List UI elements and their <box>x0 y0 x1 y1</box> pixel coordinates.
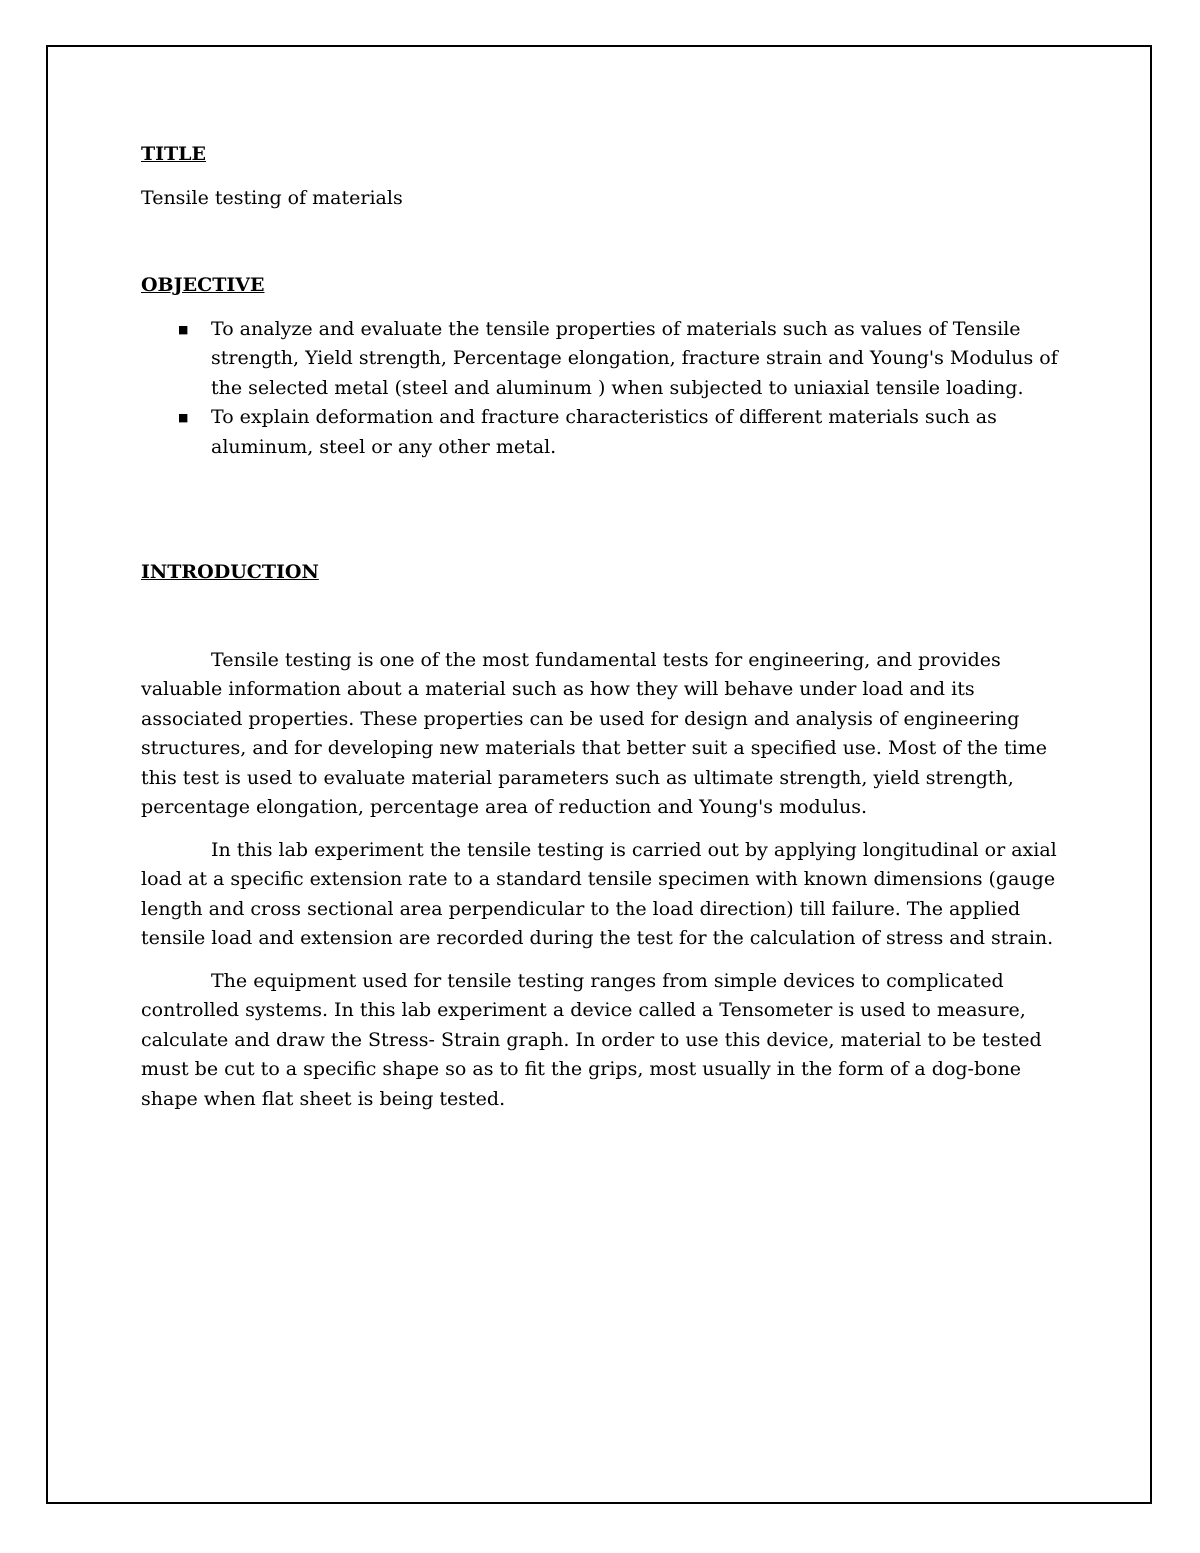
objective-heading: OBJECTIVE <box>141 274 265 296</box>
objective-text: To explain deformation and fracture characteristics of different materials such as aluminum, steel or any other metal. <box>211 406 997 458</box>
introduction-heading: INTRODUCTION <box>141 561 319 583</box>
objective-item <box>178 315 1076 404</box>
objective-list <box>141 315 1076 463</box>
objective-text: To analyze and evaluate the tensile properties of materials such as values of Tensile strength, Yield strength, Percentage elongation, fracture strain and Young's Modulus of the selected metal (steel and aluminum ) when subjected to uniaxial tensile loading. <box>211 317 1058 399</box>
introduction-paragraph: Tensile testing is one of the most fundamental tests for engineering, and provides valuable information about a material such as how they will behave under load and its associated properties. These properties can be used for design and analysis of engineering structures, and for developing new materials that better suit a specified use. Most of the time this test is used to evaluate material parameters such as ultimate strength, yield strength, percentage elongation, percentage area of reduction and Young's modulus. <box>141 648 1047 818</box>
objective-item <box>178 403 1076 462</box>
document-body <box>141 140 1076 1114</box>
title-text: Tensile testing of materials <box>141 186 403 209</box>
title-heading: TITLE <box>141 143 207 165</box>
square-bullet-icon: ■ <box>178 322 189 336</box>
introduction-paragraph: The equipment used for tensile testing ranges from simple devices to complicated controlled systems. In this lab experiment a device called a Tensometer is used to measure, calculate and draw the Stress- Strain graph. In order to use this device, material to be tested must be cut to a specific shape so as to fit the grips, most usually in the form of a dog-bone shape when flat sheet is being tested. <box>141 969 1042 1110</box>
square-bullet-icon: ■ <box>178 411 189 424</box>
introduction-paragraph: In this lab experiment the tensile testing is carried out by applying longitudinal or axial load at a specific extension rate to a standard tensile specimen with known dimensions (gauge length and cross sectional area perpendicular to the load direction) till failure. The applied tensile load and extension are recorded during the test for the calculation of stress and strain. <box>141 838 1057 949</box>
